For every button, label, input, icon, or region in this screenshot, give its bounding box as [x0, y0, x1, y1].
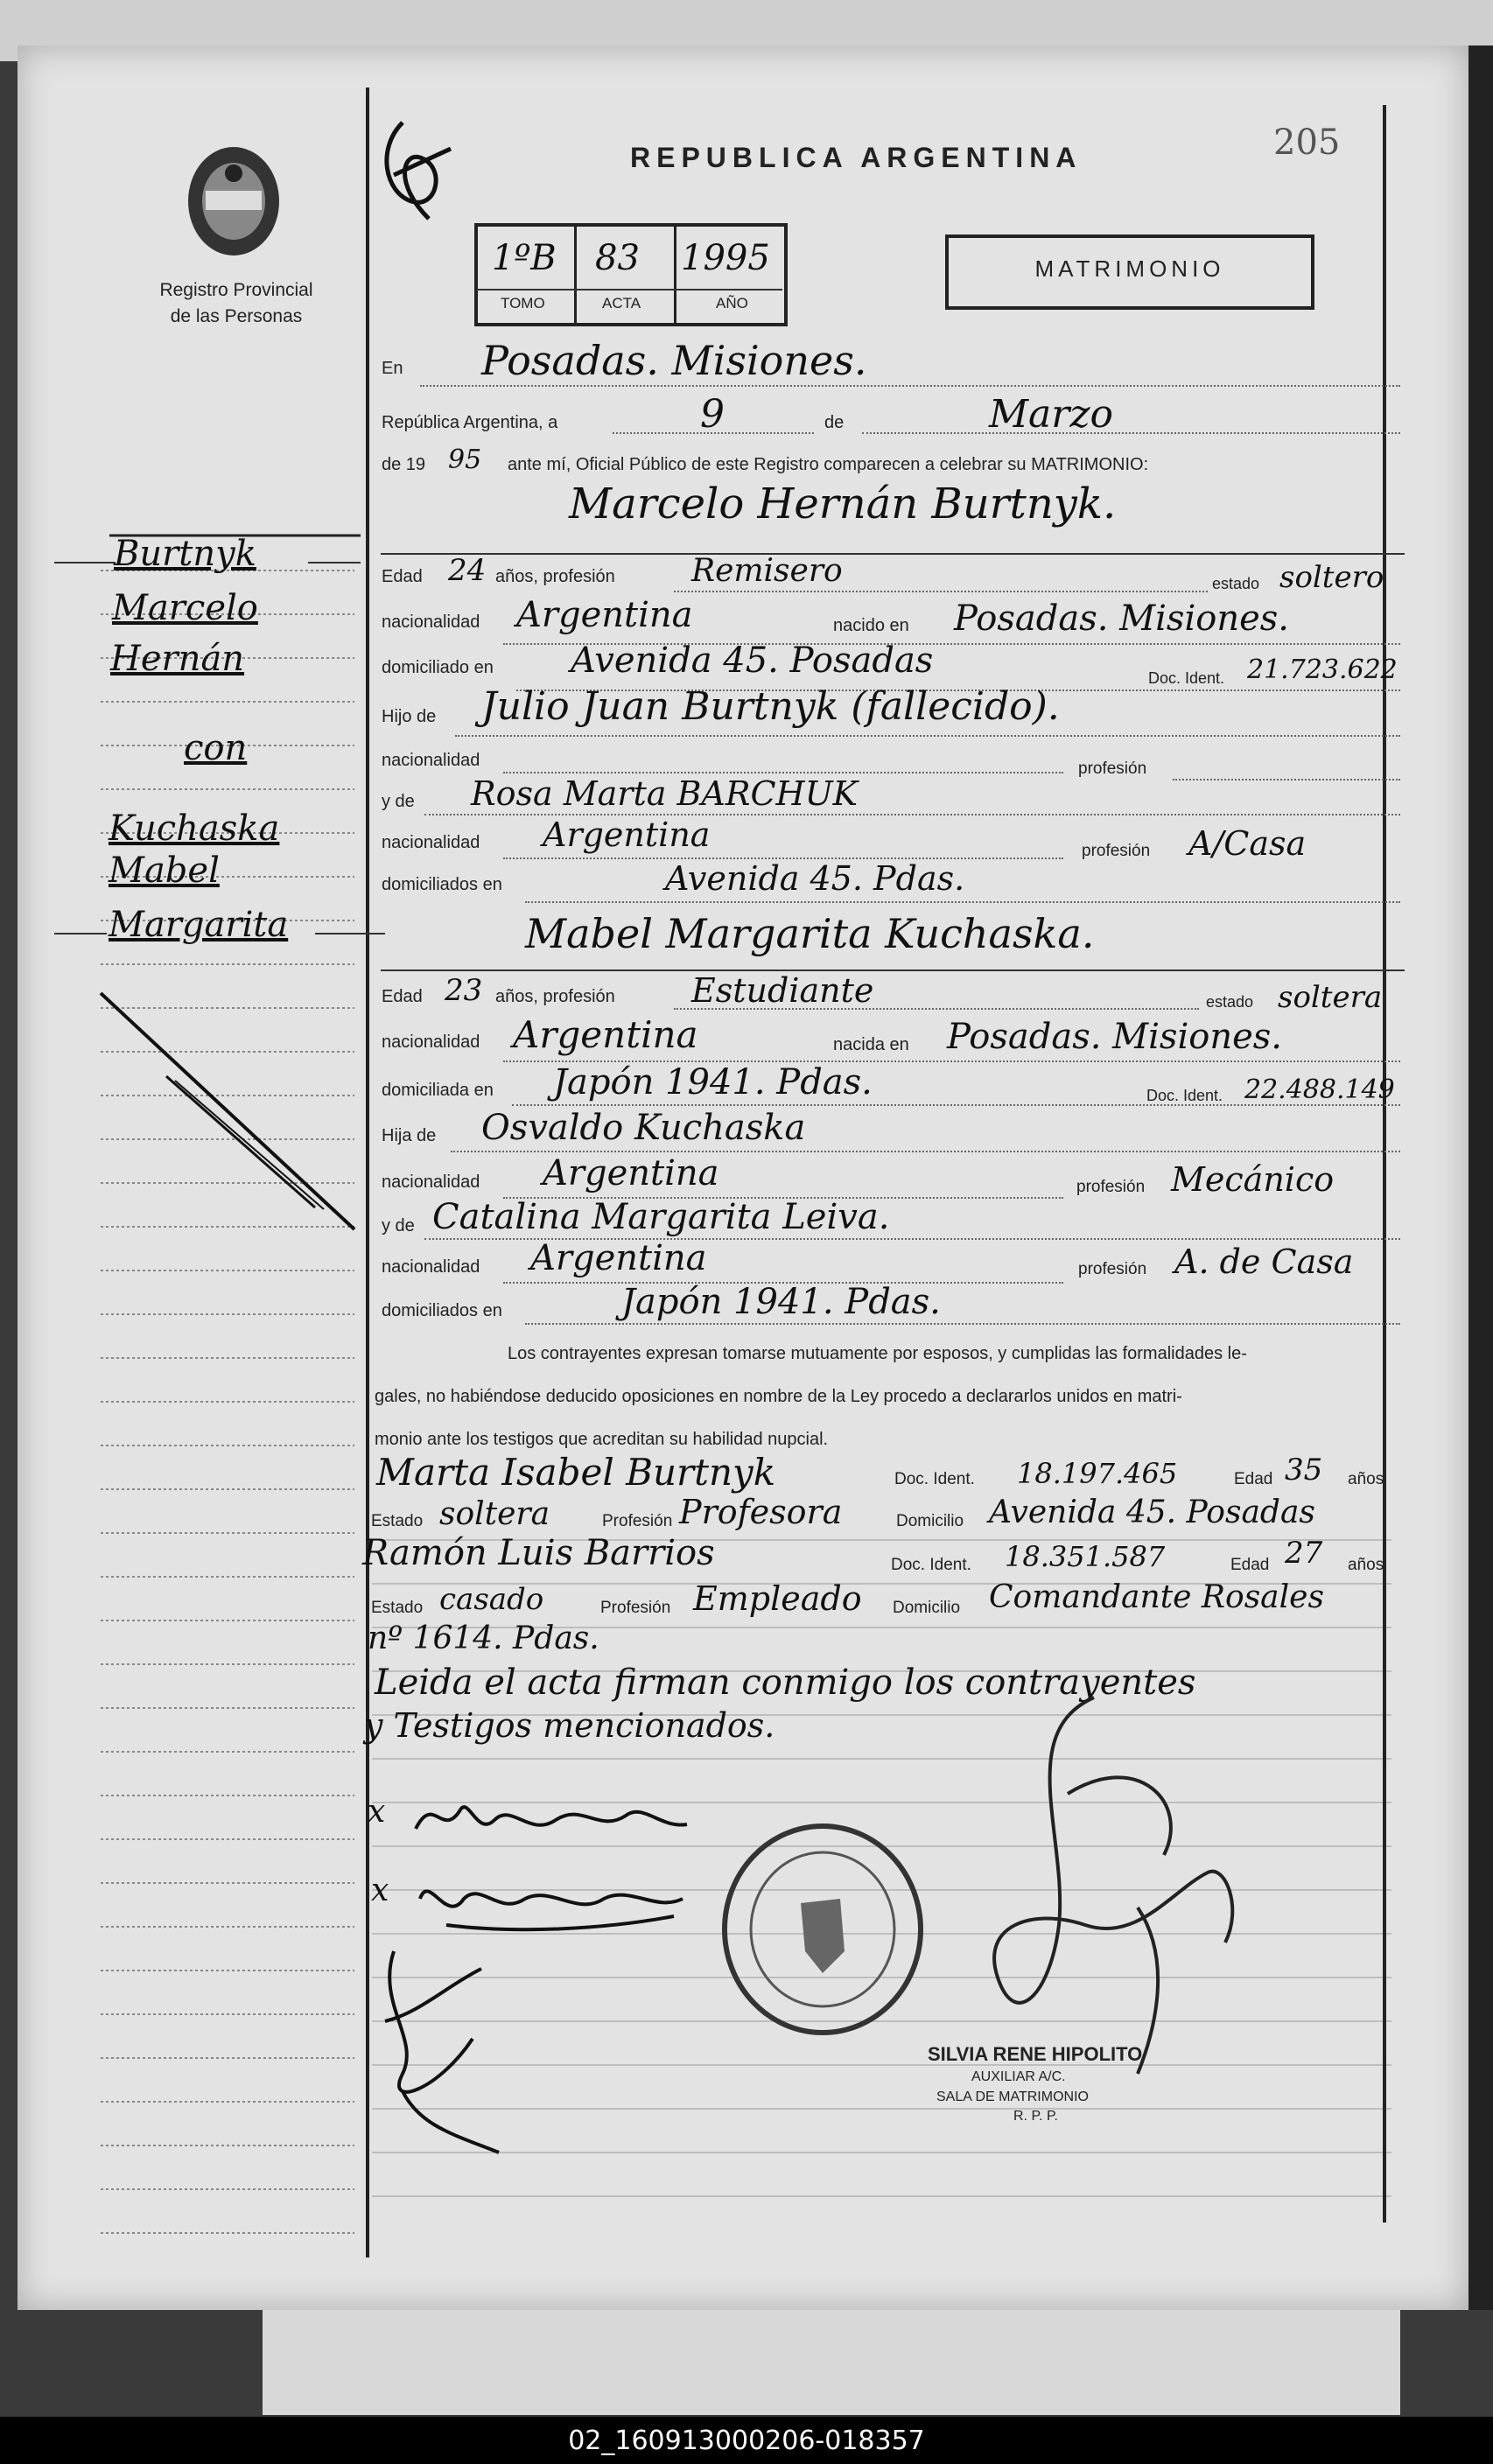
closing-line2: y Testigos mencionados. — [364, 1706, 775, 1745]
groom-nac3-label: nacionalidad — [382, 833, 480, 852]
label-republica: República Argentina, a — [382, 413, 558, 432]
witness2-address: Comandante Rosales — [989, 1579, 1324, 1615]
groom-profession: Remisero — [691, 553, 843, 589]
witness2-dom-label: Domicilio — [893, 1599, 961, 1617]
groom-full-name: Marcelo Hernán Burtnyk. — [569, 480, 1117, 528]
act-type: MATRIMONIO — [1034, 256, 1225, 282]
official-title-3: R. P. P. — [1013, 2109, 1058, 2124]
witness1-age: 35 — [1285, 1452, 1323, 1488]
witness1-doc: 18.197.465 — [1017, 1457, 1178, 1490]
witness1-estado-label: Estado — [371, 1512, 424, 1530]
groom-hijo-label: Hijo de — [382, 707, 437, 726]
witness1-dom-label: Domicilio — [896, 1512, 964, 1530]
witness2-edad-label: Edad — [1230, 1556, 1270, 1574]
witness2-name: Ramón Luis Barrios — [362, 1533, 715, 1573]
bride-estado: soltera — [1278, 980, 1383, 1015]
bride-mother: Catalina Margarita Leiva. — [432, 1197, 890, 1237]
acta-label: ACTA — [602, 295, 641, 312]
groom-address: Avenida 45. Posadas — [571, 640, 934, 681]
groom-mother-profession: A/Casa — [1188, 824, 1307, 863]
witness1-address: Avenida 45. Posadas — [989, 1494, 1315, 1530]
coat-of-arms-logo — [179, 140, 289, 271]
groom-estado: soltero — [1279, 560, 1384, 595]
signature-mark-2: x — [371, 1872, 389, 1908]
ano-value: 1995 — [681, 238, 770, 278]
witness2-address-cont: nº 1614. Pdas. — [368, 1620, 599, 1656]
bride-age: 23 — [445, 973, 483, 1008]
bride-birthplace: Posadas. Misiones. — [947, 1017, 1282, 1057]
witness1-name: Marta Isabel Burtnyk — [376, 1451, 776, 1494]
registry-line2: de las Personas — [170, 306, 303, 326]
bride-anos-label: años, profesión — [495, 987, 615, 1006]
margin-given1b: Hernán — [110, 639, 245, 679]
margin-surname1: Burtnyk — [114, 534, 256, 574]
margin-con: con — [184, 728, 248, 768]
groom-prof2-label: profesión — [1078, 760, 1147, 778]
groom-nac-label: nacionalidad — [382, 612, 480, 632]
bride-address: Japón 1941. Pdas. — [553, 1062, 873, 1102]
tomo-label: TOMO — [501, 295, 545, 312]
bride-estado-label: estado — [1206, 993, 1254, 1011]
witness2-estado-label: Estado — [371, 1599, 424, 1617]
bride-nac3-label: nacionalidad — [382, 1257, 480, 1277]
bride-full-name: Mabel Margarita Kuchaska. — [525, 910, 1095, 957]
signature-mark-1: x — [368, 1794, 386, 1830]
groom-prof3-label: profesión — [1082, 842, 1151, 860]
intro-place: Posadas. Misiones. — [481, 337, 867, 384]
page-number: 205 — [1273, 122, 1341, 163]
file-id: 02_160913000206-018357 — [568, 2426, 925, 2456]
groom-birthplace: Posadas. Misiones. — [954, 598, 1289, 639]
document-title: REPUBLICA ARGENTINA — [630, 142, 1083, 173]
page-bottom-edge — [263, 2310, 1400, 2415]
bride-profession: Estudiante — [691, 971, 874, 1010]
bride-parents-address: Japón 1941. Pdas. — [621, 1282, 941, 1322]
bride-nac-label: nacionalidad — [382, 1032, 480, 1052]
registry-line1: Registro Provincial — [159, 280, 313, 300]
witness2-profession: Empleado — [693, 1579, 862, 1618]
witness2-doc: 18.351.587 — [1005, 1540, 1166, 1573]
bride-father-profession: Mecánico — [1171, 1160, 1335, 1199]
bride-mother-nationality: Argentina — [530, 1238, 707, 1278]
intro-year-suffix: 95 — [448, 444, 482, 475]
groom-nationality: Argentina — [516, 595, 693, 635]
witness2-doc-label: Doc. Ident. — [891, 1556, 971, 1574]
groom-edad-label: Edad — [382, 567, 423, 586]
bride-dom-label: domiciliada en — [382, 1081, 494, 1100]
bride-doms-label: domiciliados en — [382, 1301, 502, 1320]
label-year-prefix: de 19 — [382, 455, 426, 474]
groom-doms-label: domiciliados en — [382, 875, 502, 894]
bride-nac2-label: nacionalidad — [382, 1172, 480, 1192]
groom-doc: 21.723.622 — [1247, 654, 1398, 685]
book-edge — [1468, 46, 1493, 2310]
witness1-estado: soltera — [439, 1496, 550, 1532]
intro-day: 9 — [700, 392, 725, 437]
witness1-prof-label: Profesión — [602, 1512, 673, 1530]
groom-estado-label: estado — [1212, 575, 1260, 592]
bride-doc-label: Doc. Ident. — [1146, 1087, 1223, 1104]
bride-hija-label: Hija de — [382, 1126, 437, 1145]
closing-line1: Leida el acta firman conmigo los contrayentes — [375, 1662, 1196, 1703]
acta-value: 83 — [595, 238, 640, 278]
bride-signature — [411, 1864, 691, 1942]
margin-given1a: Marcelo — [112, 588, 258, 628]
groom-dom-label: domiciliado en — [382, 658, 494, 677]
intro-statement: ante mí, Oficial Público de este Registro comparecen a celebrar su MATRIMONIO: — [508, 455, 1149, 474]
groom-anos-label: años, profesión — [495, 567, 615, 586]
bride-prof3-label: profesión — [1078, 1260, 1147, 1278]
witness2-age: 27 — [1285, 1536, 1323, 1571]
margin-strike — [88, 980, 368, 1242]
official-seal — [718, 1820, 928, 2039]
groom-parents-address: Avenida 45. Pdas. — [665, 859, 965, 898]
bride-y-de-label: y de — [382, 1216, 415, 1236]
witness1-anos-label: años — [1348, 1470, 1384, 1488]
groom-age: 24 — [448, 553, 487, 588]
groom-nac2-label: nacionalidad — [382, 751, 480, 770]
intro-month: Marzo — [989, 392, 1113, 437]
witness2-estado: casado — [439, 1582, 544, 1617]
bride-prof2-label: profesión — [1076, 1178, 1146, 1196]
declaration-line3: monio ante los testigos que acreditan su habilidad nupcial. — [375, 1430, 829, 1449]
margin-given2a: Mabel — [109, 850, 220, 891]
margin-given2b: Margarita — [109, 905, 289, 945]
ano-label: AÑO — [716, 295, 748, 312]
bride-edad-label: Edad — [382, 987, 423, 1006]
declaration-line1: Los contrayentes expresan tomarse mutuamente por esposos, y cumplidas las formalidades le- — [508, 1344, 1247, 1363]
groom-mother-nationality: Argentina — [543, 816, 711, 854]
bride-father-nationality: Argentina — [543, 1153, 719, 1194]
ink-flourish — [368, 114, 464, 236]
official-signature — [963, 1662, 1278, 2100]
declaration-line2: gales, no habiéndose deducido oposiciones en nombre de la Ley procedo a declararlos unidos en matri- — [375, 1387, 1182, 1406]
right-border — [1383, 105, 1386, 2222]
witness2-anos-label: años — [1348, 1556, 1384, 1574]
label-en: En — [382, 359, 403, 378]
official-name: SILVIA RENE HIPOLITO — [928, 2043, 1143, 2065]
label-de: de — [824, 413, 845, 432]
tomo-value: 1ºB — [492, 238, 557, 278]
groom-y-de-label: y de — [382, 792, 415, 811]
groom-signature — [407, 1785, 696, 1855]
official-title-2: SALA DE MATRIMONIO — [936, 2090, 1089, 2104]
witness-signatures — [368, 1934, 543, 2161]
bride-mother-profession: A. de Casa — [1174, 1242, 1354, 1281]
official-title-1: AUXILIAR A/C. — [971, 2069, 1066, 2084]
groom-mother: Rosa Marta BARCHUK — [471, 774, 859, 813]
witness1-profession: Profesora — [679, 1493, 843, 1531]
margin-surname2: Kuchaska — [109, 808, 280, 849]
witness2-prof-label: Profesión — [600, 1599, 671, 1617]
witness1-edad-label: Edad — [1234, 1470, 1273, 1488]
witness1-doc-label: Doc. Ident. — [894, 1470, 975, 1488]
bride-father: Osvaldo Kuchaska — [481, 1108, 806, 1148]
bride-nacida-label: nacida en — [833, 1035, 909, 1054]
groom-nacido-label: nacido en — [833, 616, 909, 635]
groom-doc-label: Doc. Ident. — [1148, 669, 1225, 687]
bride-nationality: Argentina — [513, 1013, 698, 1056]
groom-father: Julio Juan Burtnyk (fallecido). — [481, 684, 1060, 729]
bride-doc: 22.488.149 — [1244, 1074, 1395, 1105]
